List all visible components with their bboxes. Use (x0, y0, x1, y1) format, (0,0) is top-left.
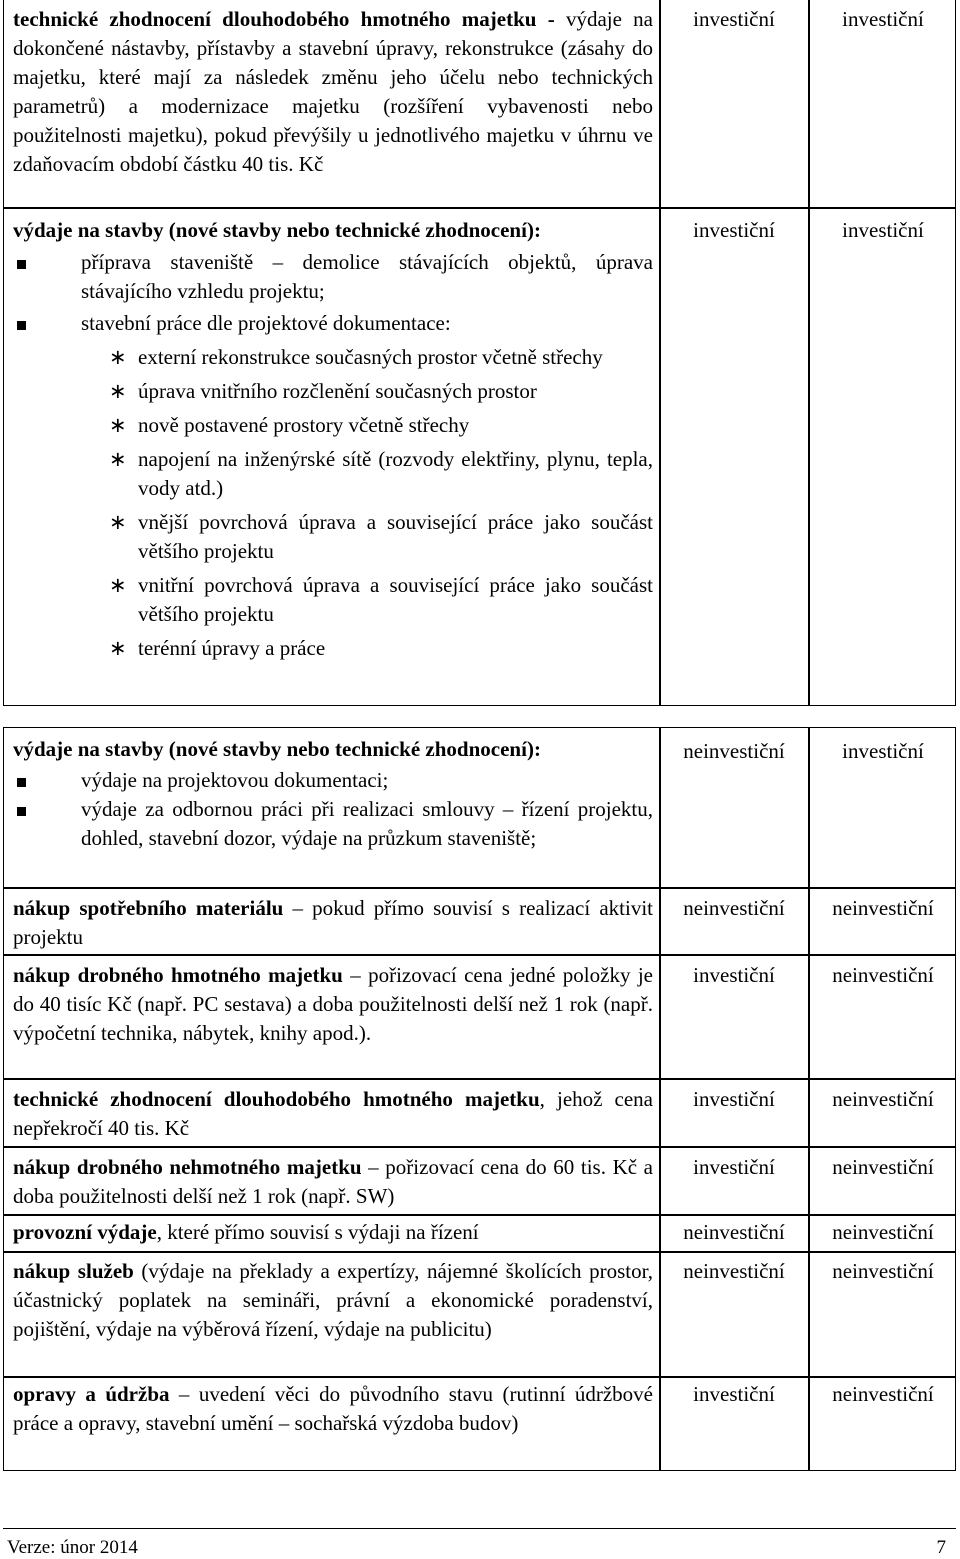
row-text: , jehož cena nepřekročí 40 tis. Kč (13, 1087, 653, 1140)
list-item (13, 571, 653, 629)
cell-col1: neinvestiční (683, 739, 785, 763)
subitem-text: úprava vnitřního rozčlenění současných prostor (138, 379, 537, 403)
cell-col2: neinvestiční (832, 1220, 934, 1244)
column-divider (659, 0, 661, 705)
page-number: 7 (936, 1537, 946, 1558)
subitem-text: vnitřní povrchová úprava a související práce jako součást většího projektu (138, 573, 653, 626)
row-divider (4, 1251, 955, 1253)
cell-col1: investiční (693, 7, 775, 31)
list-item (13, 248, 653, 306)
square-bullet-icon (17, 807, 26, 816)
cell-col1: investiční (693, 963, 775, 987)
asterisk-icon: ∗ (109, 379, 127, 403)
row-divider (4, 887, 955, 889)
row-heading: opravy a údržba (13, 1382, 170, 1406)
asterisk-icon: ∗ (109, 510, 127, 534)
list-item (13, 343, 653, 372)
asterisk-icon: ∗ (109, 447, 127, 471)
row-heading: nákup spotřebního materiálu (13, 896, 284, 920)
list-item (13, 445, 653, 503)
row-heading: provozní výdaje (13, 1220, 157, 1244)
row-divider (4, 1376, 955, 1378)
row-divider (4, 1078, 955, 1080)
table-row (13, 1257, 653, 1344)
footer-divider (3, 1528, 956, 1529)
table-row (13, 1153, 653, 1211)
table-row (13, 5, 653, 179)
cell-col1: neinvestiční (683, 1259, 785, 1283)
cell-col1: neinvestiční (683, 896, 785, 920)
row-heading: výdaje na stavby (nové stavby nebo technické zhodnocení): (13, 218, 541, 242)
bullet-text: výdaje za odbornou práci při realizaci smlouvy – řízení projektu, dohled, stavební dozor, výdaje na průzkum staveniště; (81, 797, 653, 850)
table-row (13, 735, 653, 853)
table-row (13, 894, 653, 952)
row-heading: technické zhodnocení dlouhodobého hmotného majetku (13, 1087, 540, 1111)
list-item (13, 377, 653, 406)
list-item (13, 508, 653, 566)
row-text: , které přímo souvisí s výdaji na řízení (156, 1220, 479, 1244)
row-text: – uvedení věci do původního stavu (rutinní údržbové práce a opravy, stavební umění – sochařská výzdoba budov) (13, 1382, 653, 1435)
row-divider (4, 1146, 955, 1148)
column-divider (808, 0, 810, 705)
square-bullet-icon (17, 260, 26, 269)
asterisk-icon: ∗ (109, 413, 127, 437)
asterisk-icon: ∗ (109, 573, 127, 597)
table-top (3, 0, 956, 706)
bullet-text: stavební práce dle projektové dokumentace: (81, 311, 451, 335)
list-item (13, 795, 653, 853)
row-heading: technické zhodnocení dlouhodobého hmotného majetku - (13, 7, 555, 31)
square-bullet-icon (17, 321, 26, 330)
subitem-text: vnější povrchová úprava a související práce jako součást většího projektu (138, 510, 653, 563)
bullet-text: příprava staveniště – demolice stávajících objektů, úprava stávajícího vzhledu projektu; (81, 250, 653, 303)
row-text: – pokud přímo souvisí s realizací aktivit projektu (13, 896, 653, 949)
subitem-text: terénní úpravy a práce (138, 636, 326, 660)
subitem-text: externí rekonstrukce současných prostor včetně střechy (138, 345, 603, 369)
list-item (13, 766, 653, 795)
cell-col1: investiční (693, 1155, 775, 1179)
cell-col2: investiční (842, 739, 924, 763)
cell-col2: neinvestiční (832, 1382, 934, 1406)
row-divider (4, 207, 955, 209)
cell-col2: neinvestiční (832, 896, 934, 920)
row-description (13, 5, 653, 179)
row-heading: výdaje na stavby (nové stavby nebo technické zhodnocení): (13, 737, 541, 761)
cell-col2: neinvestiční (832, 1259, 934, 1283)
row-text: (výdaje na překlady a expertízy, nájemné školících prostor, účastnický poplatek na semináři, právní a ekonomické poradenství, pojištění, výdaje na výběrová řízení, výdaje na publicitu) (13, 1259, 653, 1341)
row-divider (4, 1214, 955, 1216)
square-bullet-icon (17, 778, 26, 787)
asterisk-icon: ∗ (109, 636, 127, 660)
list-item (13, 411, 653, 440)
row-heading: nákup drobného hmotného majetku (13, 963, 343, 987)
table-row (13, 1085, 653, 1143)
row-text: – pořizovací cena jedné položky je do 40 tisíc Kč (např. PC sestava) a doba použitelnosti delší než 1 rok (např. výpočetní technika, nábytek, knihy apod.). (13, 963, 653, 1045)
row-divider (4, 954, 955, 956)
row-heading: nákup drobného nehmotného majetku (13, 1155, 362, 1179)
cell-col2: investiční (842, 218, 924, 242)
subitem-text: nově postavené prostory včetně střechy (138, 413, 470, 437)
table-bottom (3, 727, 956, 1471)
table-row (13, 216, 653, 668)
cell-col2: investiční (842, 7, 924, 31)
subitem-text: napojení na inženýrské sítě (rozvody elektřiny, plynu, tepla, vody atd.) (138, 447, 653, 500)
cell-col1: neinvestiční (683, 1220, 785, 1244)
cell-col2: neinvestiční (832, 963, 934, 987)
table-row (13, 1380, 653, 1438)
row-heading: nákup služeb (13, 1259, 134, 1283)
cell-col2: neinvestiční (832, 1087, 934, 1111)
cell-col1: investiční (693, 1382, 775, 1406)
table-row (13, 961, 653, 1048)
row-text: – pořizovací cena do 60 tis. Kč a doba použitelnosti delší než 1 rok (např. SW) (13, 1155, 653, 1208)
bullet-text: výdaje na projektovou dokumentaci; (81, 768, 389, 792)
cell-col1: investiční (693, 218, 775, 242)
list-item (13, 309, 653, 338)
row-text: výdaje na dokončené nástavby, přístavby a stavební úpravy, rekonstrukce (zásahy do majetku, které mají za následek změnu jeho účelu nebo technických parametrů) a modernizace majetku (rozšíření vybavenosti nebo použitelnosti majetku), pokud převýšily u jednotlivého majetku v úhrnu ve zdaňovacím období částku 40 tis. Kč (13, 7, 654, 176)
footer-version: Verze: únor 2014 (7, 1537, 138, 1558)
table-row (13, 1218, 653, 1247)
cell-col1: investiční (693, 1087, 775, 1111)
list-item (13, 634, 653, 663)
asterisk-icon: ∗ (109, 345, 127, 369)
cell-col2: neinvestiční (832, 1155, 934, 1179)
